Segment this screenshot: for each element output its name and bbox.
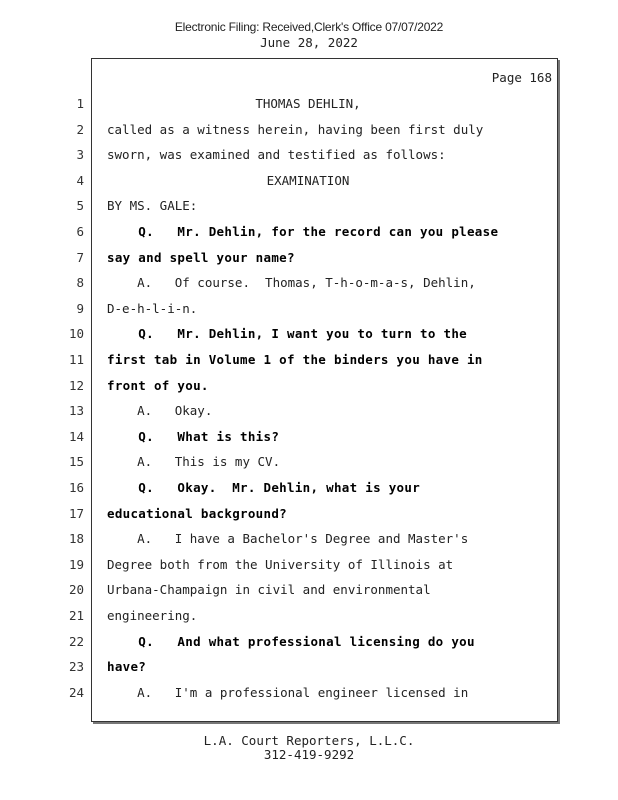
- line-text: front of you.: [107, 377, 209, 393]
- line-text: Q. What is this?: [107, 428, 280, 444]
- line-number: 13: [68, 403, 84, 419]
- transcript-line: [0, 634, 560, 654]
- line-text: Q. Okay. Mr. Dehlin, what is your: [107, 480, 421, 495]
- line-number: 8: [76, 275, 84, 291]
- line-number: 9: [76, 300, 84, 316]
- line-text: have?: [107, 659, 147, 675]
- line-number: 6: [76, 224, 84, 239]
- line-number: 22: [68, 633, 84, 649]
- line-text: Q. Mr. Dehlin, for the record can you please: [107, 224, 499, 239]
- transcript-line: [0, 608, 560, 628]
- transcript-line: [0, 198, 560, 218]
- transcript-line: [0, 173, 560, 193]
- line-number: 11: [68, 352, 84, 367]
- line-number: 1: [76, 96, 84, 111]
- line-number: 20: [68, 582, 84, 598]
- line-number: 5: [76, 198, 84, 214]
- transcript-line: [0, 685, 560, 705]
- line-text: EXAMINATION: [266, 172, 350, 188]
- transcript-line: [0, 250, 560, 270]
- transcript-line: [0, 429, 560, 449]
- line-text: D-e-h-l-i-n.: [107, 300, 198, 316]
- line-text: A. Okay.: [107, 403, 213, 419]
- line-text: called as a witness herein, having been first duly: [107, 121, 484, 137]
- transcript-date: June 28, 2022: [260, 35, 358, 50]
- line-text: A. I have a Bachelor's Degree and Master's: [107, 531, 469, 547]
- page-number: Page 168: [491, 70, 552, 85]
- line-text: Urbana-Champaign in civil and environmental: [107, 582, 431, 598]
- transcript-line: [0, 147, 560, 167]
- line-number: 2: [76, 121, 84, 137]
- line-number: 12: [68, 377, 84, 393]
- transcript-line: [0, 403, 560, 423]
- transcript-line: [0, 506, 560, 526]
- line-text: A. Of course. Thomas, T-h-o-m-a-s, Dehlin,: [107, 275, 476, 291]
- line-text: Degree both from the University of Illinois at: [107, 556, 454, 572]
- transcript-line: [0, 531, 560, 551]
- transcript-line: [0, 352, 560, 372]
- line-number: 16: [68, 480, 84, 495]
- transcript-line: [0, 378, 560, 398]
- line-number: 7: [76, 249, 84, 265]
- line-number: 3: [76, 147, 84, 163]
- line-number: 15: [68, 454, 84, 470]
- line-number: 21: [68, 608, 84, 623]
- line-text: Q. Mr. Dehlin, I want you to turn to the: [107, 326, 467, 342]
- line-number: 23: [68, 659, 84, 675]
- line-text: A. I'm a professional engineer licensed in: [107, 684, 469, 700]
- line-text: BY MS. GALE:: [107, 198, 198, 214]
- line-text: say and spell your name?: [107, 249, 295, 265]
- line-text: engineering.: [107, 608, 198, 623]
- line-number: 17: [68, 505, 84, 521]
- line-number: 14: [68, 428, 84, 444]
- transcript-line: [0, 582, 560, 602]
- line-number: 18: [68, 531, 84, 547]
- transcript-line: [0, 659, 560, 679]
- line-text: A. This is my CV.: [107, 454, 281, 470]
- transcript-line: [0, 275, 560, 295]
- line-text: Q. And what professional licensing do you: [107, 633, 475, 649]
- transcript-line: [0, 480, 560, 500]
- transcript-line: [0, 301, 560, 321]
- line-number: 19: [68, 556, 84, 572]
- footer-company: L.A. Court Reporters, L.L.C.: [203, 733, 415, 748]
- line-number: 24: [68, 684, 84, 700]
- transcript-line: [0, 224, 560, 244]
- footer-phone: 312-419-9292: [263, 747, 355, 762]
- transcript-line: [0, 557, 560, 577]
- line-text: THOMAS DEHLIN,: [255, 96, 361, 111]
- transcript-line: [0, 326, 560, 346]
- line-number: 10: [68, 326, 84, 342]
- transcript-line: [0, 454, 560, 474]
- transcript-line: [0, 122, 560, 142]
- line-text: educational background?: [107, 505, 287, 521]
- transcript-line: [0, 96, 560, 116]
- line-text: first tab in Volume 1 of the binders you have in: [107, 352, 483, 367]
- filing-stamp: Electronic Filing: Received,Clerk's Office 07/07/2022: [174, 20, 444, 34]
- line-number: 4: [76, 172, 84, 188]
- line-text: sworn, was examined and testified as follows:: [107, 147, 446, 163]
